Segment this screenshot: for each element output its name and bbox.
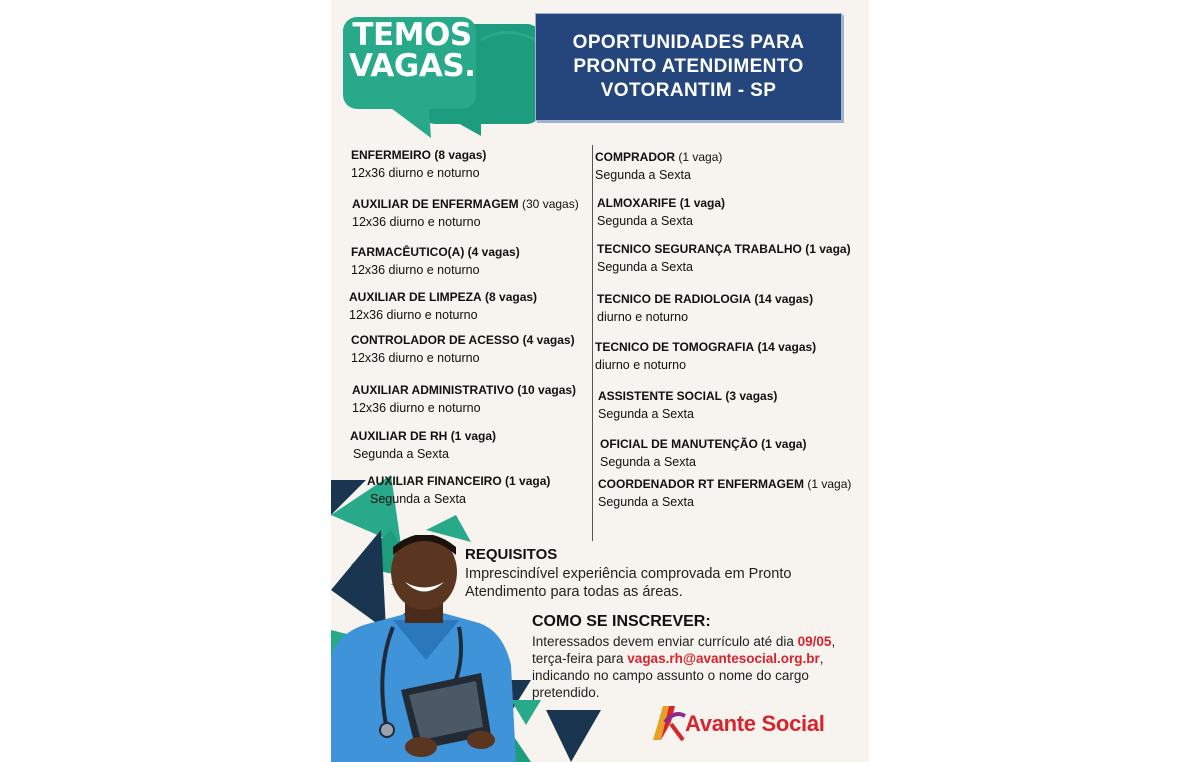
- job-tecnico-seguranca-trabalho: [597, 240, 851, 276]
- signup-email-link[interactable]: vagas.rh@avantesocial.org.br: [627, 651, 820, 666]
- job-farmaceutico: [351, 243, 520, 279]
- job-title: AUXILIAR DE ENFERMAGEM: [352, 197, 519, 211]
- job-schedule: 12x36 diurno e noturno: [349, 308, 478, 322]
- signup-title: COMO SE INSCREVER:: [532, 613, 711, 630]
- job-count: (10 vagas): [517, 383, 577, 397]
- job-schedule: Segunda a Sexta: [598, 495, 694, 509]
- avante-social-logo: Avante Social: [685, 711, 825, 736]
- job-count: (1 vaga): [761, 437, 807, 451]
- job-auxiliar-financeiro: [367, 472, 550, 508]
- job-schedule: Segunda a Sexta: [597, 214, 693, 228]
- job-schedule: Segunda a Sexta: [595, 168, 691, 182]
- job-title: ASSISTENTE SOCIAL: [598, 389, 723, 403]
- job-count: (1 vaga): [805, 242, 851, 256]
- job-count: (1 vaga): [505, 474, 551, 488]
- job-title: ALMOXARIFE: [597, 196, 677, 210]
- job-oficial-manutencao: [600, 435, 806, 471]
- job-count: (4 vagas): [467, 245, 520, 259]
- job-title: ENFERMEIRO: [351, 148, 432, 162]
- job-count: (1 vaga): [450, 429, 497, 443]
- requirements-title: REQUISITOS: [465, 546, 558, 563]
- job-title: COMPRADOR: [595, 150, 675, 164]
- job-schedule: Segunda a Sexta: [598, 407, 694, 421]
- job-count: (1 vaga): [807, 477, 852, 491]
- job-auxiliar-rh: [350, 427, 496, 463]
- signup-part-2: , terça-feira para: [532, 634, 836, 666]
- job-schedule: Segunda a Sexta: [370, 492, 466, 506]
- avante-logo-icon: [649, 700, 687, 742]
- job-schedule: 12x36 diurno e noturno: [352, 401, 481, 415]
- job-assistente-social: [598, 387, 777, 423]
- job-title: OFICIAL DE MANUTENÇÃO: [600, 437, 758, 451]
- job-title: AUXILIAR FINANCEIRO: [367, 474, 502, 488]
- job-schedule: 12x36 diurno e noturno: [351, 166, 480, 180]
- job-auxiliar-administrativo: [352, 381, 576, 417]
- job-comprador: [595, 148, 722, 184]
- job-almoxarife: [597, 194, 725, 230]
- job-auxiliar-enfermagem: [352, 195, 579, 231]
- temos-vagas-badge: [349, 17, 476, 84]
- job-title: AUXILIAR ADMINISTRATIVO: [352, 383, 514, 397]
- job-title: TECNICO DE TOMOGRAFIA: [595, 340, 755, 354]
- job-schedule: Segunda a Sexta: [353, 447, 449, 461]
- header-line-2: PRONTO ATENDIMENTO: [573, 56, 804, 77]
- job-schedule: diurno e noturno: [597, 310, 689, 324]
- job-tecnico-tomografia: [595, 338, 816, 374]
- header-title: [536, 31, 841, 103]
- signup-part-1: Interessados devem enviar currículo até dia: [532, 634, 798, 649]
- job-auxiliar-limpeza: [349, 288, 537, 324]
- header-box: [535, 13, 842, 121]
- job-controlador-acesso: [351, 331, 575, 367]
- job-title: TECNICO DE RADIOLOGIA: [597, 292, 752, 306]
- header-line-1: OPORTUNIDADES PARA: [572, 32, 805, 53]
- job-schedule: Segunda a Sexta: [600, 455, 696, 469]
- job-count: (8 vagas): [485, 290, 538, 304]
- job-count: (3 vagas): [725, 389, 778, 403]
- header-line-3: VOTORANTIM - SP: [600, 80, 777, 101]
- signup-part-3: , indicando no campo assunto o nome do cargo pretendido.: [532, 651, 824, 700]
- job-poster: [331, 0, 869, 762]
- job-coordenador-rt-enfermagem: [598, 475, 851, 511]
- signup-deadline: 09/05: [797, 634, 832, 649]
- signup-text: [532, 633, 867, 701]
- job-count: (1 vaga): [679, 196, 726, 210]
- badge-line-1: TEMOS: [352, 17, 472, 53]
- job-schedule: diurno e noturno: [595, 358, 687, 372]
- job-title: TECNICO SEGURANÇA TRABALHO: [597, 242, 802, 256]
- job-title: AUXILIAR DE LIMPEZA: [349, 290, 482, 304]
- job-count: (14 vagas): [757, 340, 817, 354]
- badge-line-2: VAGAS.: [349, 48, 476, 84]
- job-title: AUXILIAR DE RH: [350, 429, 448, 443]
- job-count: (30 vagas): [522, 197, 579, 211]
- job-enfermeiro: [351, 146, 486, 182]
- column-divider: [592, 145, 593, 541]
- job-schedule: Segunda a Sexta: [597, 260, 693, 274]
- job-count: (8 vagas): [434, 148, 487, 162]
- job-title: FARMACÊUTICO(A): [351, 245, 465, 259]
- job-title: COORDENADOR RT ENFERMAGEM: [598, 477, 804, 491]
- job-schedule: 12x36 diurno e noturno: [352, 215, 481, 229]
- job-count: (1 vaga): [678, 150, 723, 164]
- requirements-text: Imprescindível experiência comprovada em Pronto Atendimento para todas as áreas.: [465, 566, 792, 600]
- job-count: (14 vagas): [754, 292, 814, 306]
- job-count: (4 vagas): [522, 333, 575, 347]
- job-title: CONTROLADOR DE ACESSO: [351, 333, 520, 347]
- job-tecnico-radiologia: [597, 290, 813, 326]
- job-schedule: 12x36 diurno e noturno: [351, 351, 480, 365]
- job-schedule: 12x36 diurno e noturno: [351, 263, 480, 277]
